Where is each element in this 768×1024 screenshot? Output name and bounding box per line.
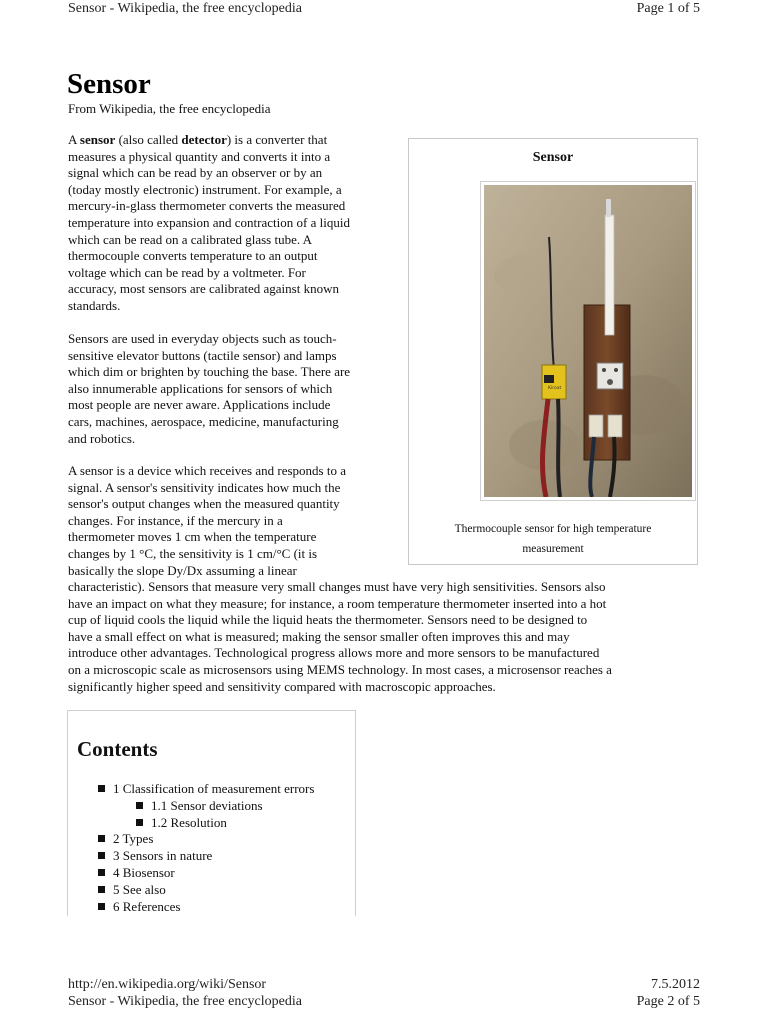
footer-url[interactable]: http://en.wikipedia.org/wiki/Sensor <box>68 977 267 992</box>
toc-item-types[interactable] <box>68 831 314 848</box>
detector-term: detector <box>181 132 227 147</box>
paragraph-sensitivity <box>68 463 398 579</box>
text-line: cup of liquid cools the liquid while the liquid heats the thermometer. Sensors need to be designed to <box>68 612 588 628</box>
header-doc-title: Sensor - Wikipedia, the free encyclopedia <box>68 1 302 16</box>
text-line: changes. For instance, if the mercury in a <box>68 512 283 528</box>
toc-item-label: Resolution <box>170 814 227 830</box>
toc-item-number: 6 <box>113 898 120 914</box>
infobox-title: Sensor <box>532 150 574 165</box>
text-line: characteristic). Sensors that measure very small changes must have very high sensitivities. Sensors also <box>68 579 606 594</box>
footer-date: 7.5.2012 <box>651 977 700 992</box>
toc-item-number: 3 <box>113 848 120 864</box>
toc-item-classification[interactable] <box>68 781 314 798</box>
toc-item-sensors-in-nature[interactable] <box>68 848 314 865</box>
next-page-doc-title: Sensor - Wikipedia, the free encyclopedia <box>68 994 302 1009</box>
toc-item-sensor-deviations[interactable] <box>68 798 314 815</box>
table-of-contents <box>67 710 356 916</box>
text-line: Sensors are used in everyday objects such as touch- <box>68 331 337 346</box>
text-line: introduce other advantages. Technological progress allows more and more sensors to be manufactured <box>68 645 600 661</box>
toc-item-number: 1.1 <box>151 797 168 813</box>
toc-item-label: Sensor deviations <box>170 797 263 813</box>
text-line: also innumerable applications for sensors of which <box>68 380 333 396</box>
text-line: which can be read on a calibrated glass tube. A <box>68 231 313 247</box>
text-line: changes by 1 °C, the sensitivity is 1 cm/°C (it is <box>68 545 318 561</box>
bullet-icon <box>136 802 143 809</box>
toc-item-number: 2 <box>113 831 120 847</box>
bullet-icon <box>136 819 143 826</box>
page-subtitle: From Wikipedia, the free encyclopedia <box>68 101 271 116</box>
text-line: signal which can be read by an observer or by an <box>68 165 323 181</box>
header-page-indicator: Page 1 of 5 <box>636 1 700 16</box>
text-line: mercury-in-glass thermometer converts the measured <box>68 198 346 214</box>
toc-item-see-also[interactable] <box>68 882 314 899</box>
text-line: on a microscopic scale as microsensors using MEMS technology. In most cases, a microsensor reaches a <box>68 661 612 677</box>
next-page-indicator: Page 2 of 5 <box>636 994 700 1009</box>
toc-item-label: Biosensor <box>122 864 175 880</box>
text-line: thermometer moves 1 cm when the temperature <box>68 529 317 545</box>
text-line: thermocouple converts temperature to an output <box>68 248 318 264</box>
bullet-icon <box>98 886 105 893</box>
infobox <box>408 138 698 565</box>
infobox-caption-line-2: measurement <box>522 543 584 555</box>
text-line: significantly higher speed and sensitivity compared with macroscopic approaches. <box>68 678 496 694</box>
toc-item-label: Classification of measurement errors <box>122 781 315 796</box>
toc-item-label: Sensors in nature <box>122 848 213 864</box>
bullet-icon <box>98 835 105 842</box>
text-line: have an impact on what they measure; for instance, a room temperature thermometer inserted into a hot <box>68 595 607 611</box>
text-line: and robotics. <box>68 430 136 446</box>
toc-item-number: 1 <box>113 781 120 796</box>
text-line: temperature into expansion and contraction of a liquid <box>68 214 350 230</box>
bullet-icon <box>98 852 105 859</box>
bullet-icon <box>98 903 105 910</box>
toc-item-label: References <box>122 898 181 914</box>
text-line: standards. <box>68 297 121 313</box>
bullet-icon <box>98 869 105 876</box>
toc-item-label: See also <box>122 881 166 897</box>
paragraph-intro-line-1: A sensor (also called detector) is a converter that <box>68 132 328 147</box>
toc-item-number: 4 <box>113 864 120 880</box>
text-line: basically the slope Dy/Dx assuming a linear <box>68 562 297 578</box>
toc-list <box>68 781 314 915</box>
photo-illustration <box>484 185 692 497</box>
text-line: cars, machines, aerospace, medicine, manufacturing <box>68 413 339 429</box>
bullet-icon <box>98 785 105 792</box>
text-line: A sensor is a device which receives and responds to a <box>68 463 346 478</box>
toc-item-number: 5 <box>113 881 120 897</box>
sensor-term: sensor <box>79 132 116 147</box>
connector-label: Kiroat <box>548 386 562 391</box>
text-line: measures a physical quantity and converts it into a <box>68 148 331 164</box>
thermocouple-sensor-photo[interactable] <box>480 181 696 501</box>
text-line: have a small effect on what is measured; making the sensor smaller often improves this and may <box>68 628 570 644</box>
text-line: voltage which can be read by a voltmeter. For <box>68 264 306 280</box>
toc-item-references[interactable] <box>68 899 314 916</box>
toc-title: Contents <box>77 737 158 761</box>
toc-item-biosensor[interactable] <box>68 865 314 882</box>
paragraph-intro <box>68 132 398 315</box>
toc-item-label: Types <box>122 831 154 847</box>
paragraph-sensitivity-continued <box>68 579 708 695</box>
text-line: sensor's output changes when the measured quantity <box>68 496 340 512</box>
text-line: which dim or brighten by touching the base. There are <box>68 364 351 380</box>
text-line: (today mostly electronic) instrument. For example, a <box>68 181 342 197</box>
infobox-caption-line-1: Thermocouple sensor for high temperature <box>454 523 652 535</box>
text-line: most people are never aware. Applications include <box>68 397 331 413</box>
toc-item-resolution[interactable] <box>68 815 314 832</box>
infobox-caption <box>419 519 687 559</box>
page-title: Sensor <box>67 68 151 100</box>
paragraph-applications <box>68 331 398 447</box>
text-line: sensitive elevator buttons (tactile sensor) and lamps <box>68 347 337 363</box>
text-line: accuracy, most sensors are calibrated against known <box>68 281 339 297</box>
toc-item-number: 1.2 <box>151 814 168 830</box>
text-line: signal. A sensor's sensitivity indicates how much the <box>68 479 341 495</box>
